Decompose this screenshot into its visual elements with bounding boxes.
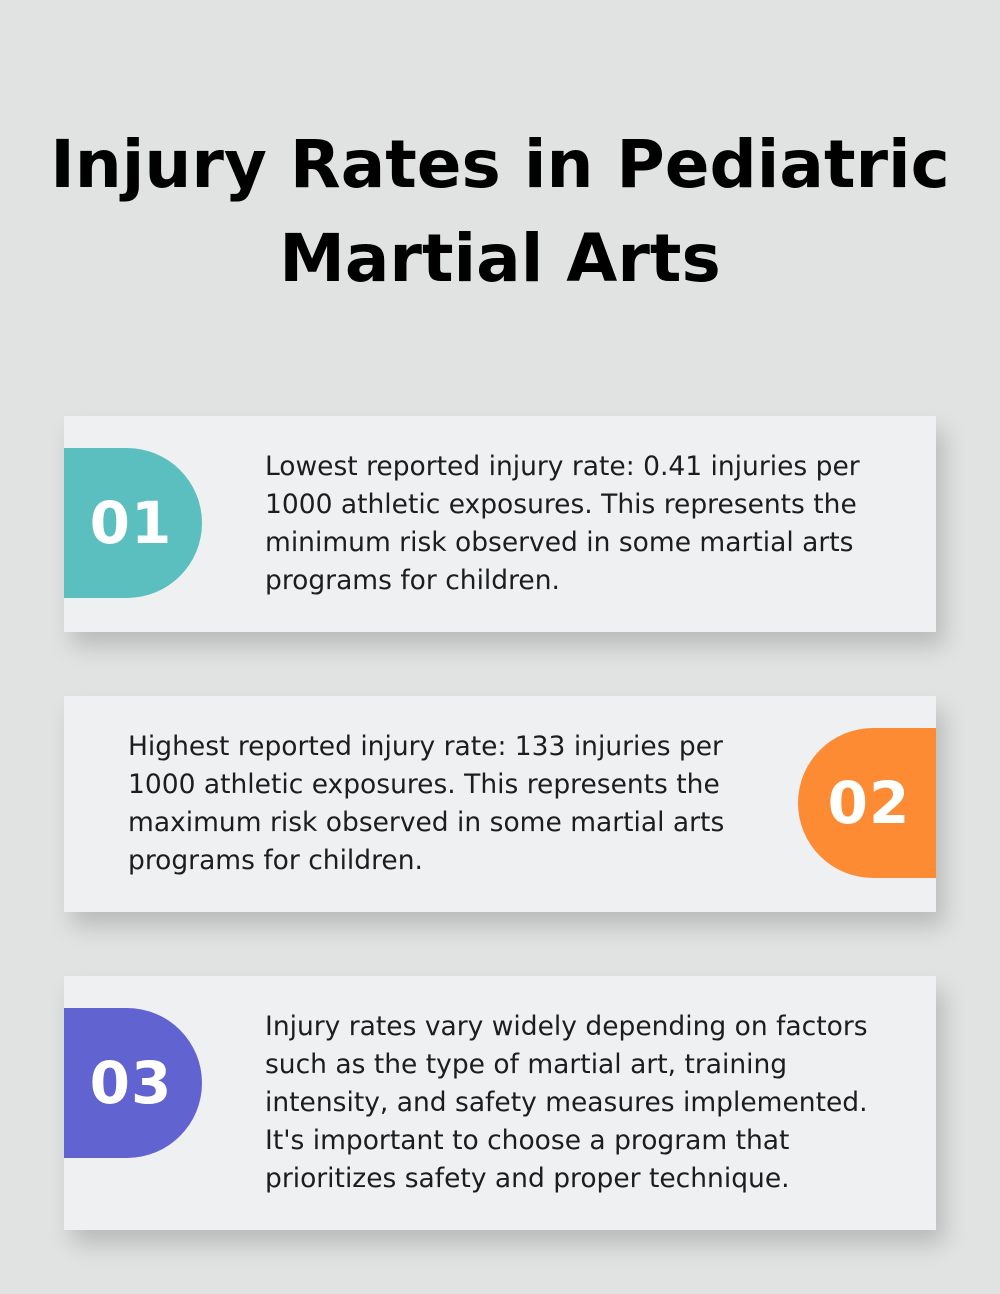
number-badge-3: 03 <box>64 1008 202 1158</box>
page-title: Injury Rates in Pediatric Martial Arts <box>50 126 950 297</box>
info-card-2 <box>64 696 936 912</box>
card-text-2: Highest reported injury rate: 133 injuries per 1000 athletic exposures. This represents the maximum risk observed in some martial arts programs for children. <box>128 731 725 876</box>
info-card-1 <box>64 416 936 632</box>
info-card-3 <box>64 976 936 1230</box>
number-badge-2: 02 <box>798 728 936 878</box>
card-text-3: Injury rates vary widely depending on factors such as the type of martial art, training intensity, and safety measures implemented. It's important to choose a program that prioritizes safety and proper technique. <box>265 1011 868 1194</box>
number-badge-1: 01 <box>64 448 202 598</box>
card-text-1: Lowest reported injury rate: 0.41 injuries per 1000 athletic exposures. This represents the minimum risk observed in some martial arts programs for children. <box>265 451 860 596</box>
